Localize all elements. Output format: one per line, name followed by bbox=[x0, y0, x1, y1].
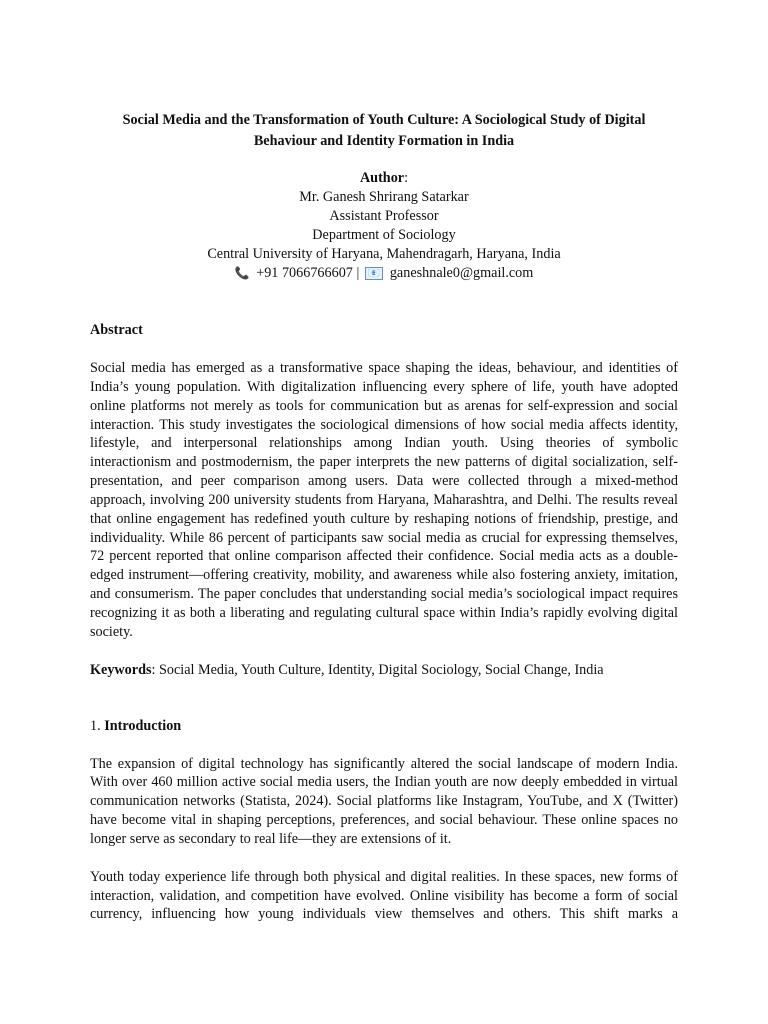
keywords-line bbox=[90, 661, 678, 680]
contact-line bbox=[90, 264, 678, 283]
introduction-paragraph-1: The expansion of digital technology has significantly altered the social landscape of modern India. With over 460 million active social media users, the Indian youth are now deeply embedded in virtual communication networks (Statista, 2024). Social platforms like Instagram, YouTube, and X (Twitter) have become vital in shaping perceptions, preferences, and social behaviour. These online spaces no longer serve as secondary to real life—they are extensions of it. bbox=[90, 755, 678, 847]
keywords-text: : Social Media, Youth Culture, Identity, Digital Sociology, Social Change, India bbox=[151, 661, 604, 678]
author-position: Assistant Professor bbox=[329, 208, 439, 224]
contact-separator: | bbox=[356, 265, 360, 281]
author-name: Mr. Ganesh Shrirang Satarkar bbox=[299, 189, 469, 205]
section-number: 1. bbox=[90, 717, 101, 734]
author-institution: Central University of Haryana, Mahendragarh, Haryana, India bbox=[207, 246, 561, 262]
email-icon: 📧 bbox=[365, 267, 383, 280]
author-colon: : bbox=[404, 170, 409, 186]
keywords-label: Keywords bbox=[90, 661, 152, 678]
introduction-title: Introduction bbox=[104, 717, 182, 734]
abstract-heading: Abstract bbox=[90, 322, 143, 338]
phone-number: +91 7066766607 bbox=[256, 265, 353, 281]
introduction-heading bbox=[90, 717, 678, 736]
paper-title: Social Media and the Transformation of Youth Culture: A Sociological Study of Digital Behaviour and Identity Formation in India bbox=[122, 112, 646, 149]
abstract-text: Social media has emerged as a transformative space shaping the ideas, behaviour, and identities of India’s young population. With digitalization influencing every sphere of life, youth have adopted online platforms not merely as tools for communication but as arenas for self-expression and social interaction. This study investigates the sociological dimensions of how social media affects identity, lifestyle, and interpersonal relationships among Indian youth. Using theories of symbolic interactionism and postmodernism, the paper interprets the new patterns of digital socialization, self-presentation, and peer comparison among users. Data were collected through a mixed-method approach, involving 200 university students from Haryana, Maharashtra, and Delhi. The results reveal that online engagement has redefined youth culture by reshaping notions of friendship, prestige, and individuality. While 86 percent of participants saw social media as crucial for expressing themselves, 72 percent reported that online comparison affected their confidence. Social media acts as a double-edged instrument—offering creativity, mobility, and awareness while also fostering anxiety, imitation, and consumerism. The paper concludes that understanding social media’s sociological impact requires recognizing it as both a liberating and regulating cultural space within India’s rapidly evolving digital society. bbox=[90, 360, 678, 640]
author-label: Author bbox=[359, 170, 405, 186]
author-heading bbox=[90, 169, 678, 188]
introduction-paragraph-2: Youth today experience life through both physical and digital realities. In these spaces, new forms of interaction, validation, and competition have evolved. Online visibility has become a form of social currency, influencing how young individuals view themselves and others. This shift marks a bbox=[90, 868, 678, 923]
author-department: Department of Sociology bbox=[312, 227, 456, 243]
author-block bbox=[90, 169, 678, 283]
phone-icon: 📞 bbox=[234, 266, 250, 280]
email-address: ganeshnale0@gmail.com bbox=[389, 265, 534, 281]
